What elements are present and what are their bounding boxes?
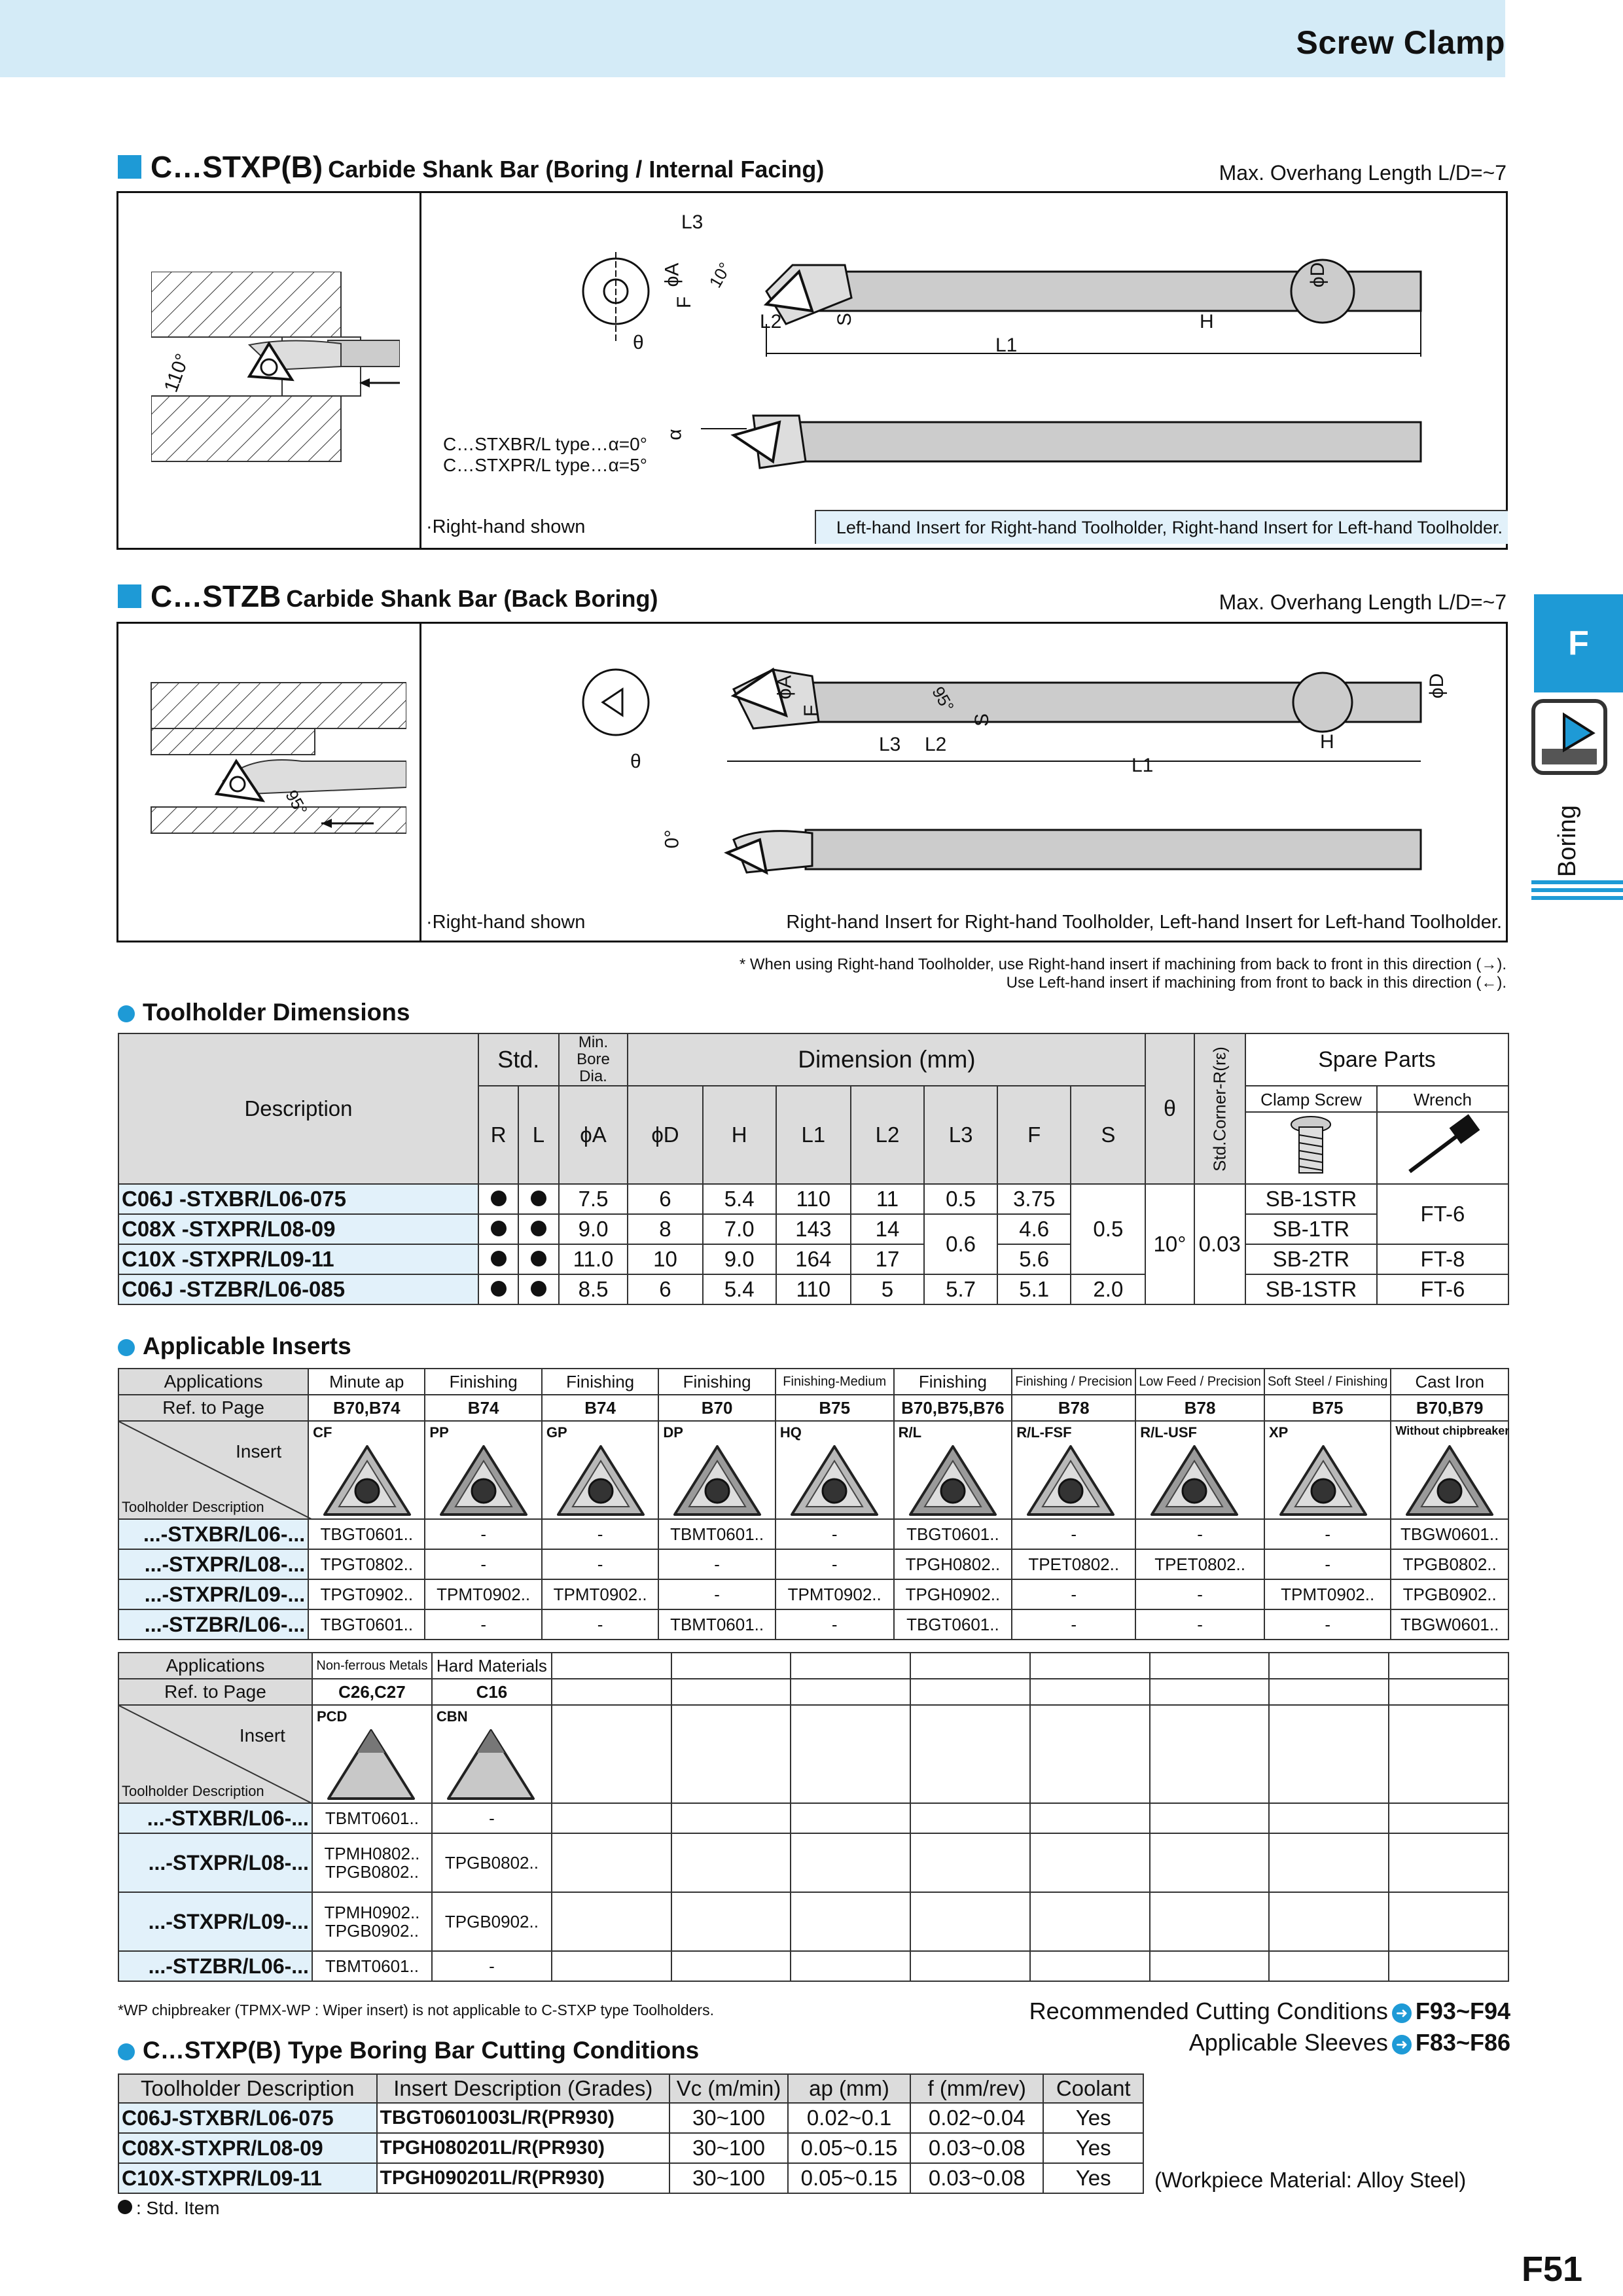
h-clamp: Clamp Screw	[1246, 1086, 1376, 1113]
dim2-L2: L2	[925, 734, 947, 755]
page-title: Screw Clamp	[1296, 24, 1505, 61]
insert-code-cell: TPET0802..	[1135, 1549, 1264, 1579]
insert-image-cell	[658, 1421, 775, 1519]
insert-code-cell	[910, 1951, 1030, 1981]
insert-code-cell	[1389, 1833, 1508, 1892]
bore-sketch-2	[145, 676, 406, 872]
section1-heading	[118, 149, 824, 185]
insert-code-cell	[1150, 1833, 1270, 1892]
dim-row-desc: C06J -STZBR/L06-085	[118, 1274, 478, 1304]
insert-code-cell	[1269, 1892, 1389, 1951]
dim-theta: θ	[633, 332, 644, 353]
cutting-value-cell: 30~100	[669, 2103, 788, 2133]
insert-code-cell: TBMT0601..	[658, 1609, 775, 1640]
application-cell: Hard Materials	[432, 1653, 552, 1679]
insert-code-cell: -	[1264, 1519, 1391, 1549]
section1-code: C…STXP(B)	[151, 150, 323, 184]
holder-desc-cell: ...-STXPR/L09-...	[118, 1579, 308, 1609]
insert-image-cell	[308, 1421, 425, 1519]
toolholder2-side-view	[577, 650, 1427, 768]
cutting-value-cell: Yes	[1043, 2163, 1143, 2193]
insert-note-1: Left-hand Insert for Right-hand Toolholder, Right-hand Insert for Left-hand Toolholder.	[815, 510, 1508, 544]
application-cell: Finishing	[425, 1369, 541, 1395]
application-cell	[1389, 1653, 1508, 1679]
cutting-value-cell: 0.05~0.15	[788, 2133, 910, 2163]
wrench-icon	[1403, 1113, 1482, 1178]
insert-code-cell: -	[425, 1519, 541, 1549]
application-cell: Cast Iron	[1391, 1369, 1508, 1395]
insert-code-cell: -	[776, 1609, 894, 1640]
h-phiA: ϕA	[559, 1086, 628, 1184]
insert-icon	[1145, 1441, 1243, 1520]
insert-code-cell	[552, 1803, 671, 1833]
ref-page-cell: B70,B75,B76	[894, 1395, 1012, 1421]
wp-note: *WP chipbreaker (TPMX-WP : Wiper insert) is not applicable to C-STXP type Toolholders.	[118, 2001, 714, 2018]
dim-phiA: ϕA	[661, 262, 683, 287]
insert-code-cell: TBMT0601..	[312, 1803, 432, 1833]
cutting-value-cell: Yes	[1043, 2133, 1143, 2163]
section1-subtitle: Carbide Shank Bar (Boring / Internal Facing)	[328, 156, 825, 183]
insert-code-cell: TPGT0902..	[308, 1579, 425, 1609]
cutting-header-cell: ap (mm)	[788, 2074, 910, 2103]
cutting-value-cell: Yes	[1043, 2103, 1143, 2133]
section1-overhang: Max. Overhang Length L/D=~7	[1219, 161, 1507, 185]
h-dimension: Dimension (mm)	[628, 1033, 1145, 1086]
angle-95-label-left: 95°	[281, 786, 312, 819]
dim-F: F	[673, 296, 696, 309]
chipbreaker-label: R/L-FSF	[1016, 1424, 1072, 1441]
cutting-value-cell: 30~100	[669, 2133, 788, 2163]
insert-icon	[435, 1441, 533, 1520]
insert-code-cell: -	[658, 1579, 775, 1609]
section1-drawing-box	[116, 191, 1508, 550]
insert-icon	[552, 1441, 650, 1520]
insert-code-cell: -	[1012, 1519, 1135, 1549]
std-L-bullet	[531, 1191, 546, 1206]
dim-L2: L2	[760, 311, 782, 332]
arrow-right-icon: ➜	[1392, 2003, 1412, 2023]
dim2-F: F	[800, 704, 823, 717]
insert-code-cell	[791, 1951, 910, 1981]
insert-image-cell	[1150, 1705, 1270, 1803]
insert-image-cell	[1030, 1705, 1150, 1803]
insert-code-cell: -	[542, 1519, 658, 1549]
application-cell	[1269, 1653, 1389, 1679]
insert-code-cell: TBGT0601..	[894, 1519, 1012, 1549]
cutting-value-cell: TPGH080201L/R(PR930)	[377, 2133, 669, 2163]
chipbreaker-label: CF	[313, 1424, 332, 1441]
insert-code-cell: TPGT0802..	[308, 1549, 425, 1579]
insert-code-cell: TPMH0802.. TPGB0802..	[312, 1833, 432, 1892]
cutting-value-cell: 0.02~0.04	[910, 2103, 1043, 2133]
insert-code-cell	[671, 1892, 791, 1951]
insert-image-cell	[432, 1705, 552, 1803]
h-spare: Spare Parts	[1245, 1033, 1508, 1086]
h-phiD: ϕD	[628, 1086, 702, 1184]
dim-S: S	[834, 312, 856, 327]
insert-code-cell: TBGW0601..	[1391, 1519, 1508, 1549]
insert-code-cell: -	[1264, 1549, 1391, 1579]
ref-page-cell	[910, 1679, 1030, 1705]
toolholder-dims-table: Description Std. Min. Bore Dia. Dimension (mm) θ Std.Corner-R(rε) Spare Parts R L ϕA ϕD H L1 L2 L3 F S Clamp Screw Wrench C06J -STXBR/L06-075 7.5 6 5.4 110 11 0.5 3.75 0.5 10° 0.03 SB-1STR FT-6 C08X -STXPR/L08-09 9.0 8 7.0 143 14 0.6 4.6 SB-1TR C10X -STXPR/L09-11 11.0 10 9.0 164 17 5.6 SB-2TR FT-8 C06J -STZBR/L06-085 8.5 6 5.4 110 5 5.7 5.1 2.0 SB-1STR FT-6	[118, 1033, 1509, 1305]
ref-page-cell: B74	[542, 1395, 658, 1421]
insert-image-cell	[910, 1705, 1030, 1803]
application-cell: Soft Steel / Finishing	[1264, 1369, 1391, 1395]
insert-code-cell: -	[542, 1609, 658, 1640]
insert-code-cell	[1389, 1951, 1508, 1981]
dim2-L3: L3	[879, 734, 901, 755]
type-note-2: C…STXPR/L type…α=5°	[443, 455, 647, 475]
cutting-holder-cell: C10X-STXPR/L09-11	[118, 2163, 377, 2193]
section2-drawing-box	[116, 622, 1508, 942]
toolholder1-top-view	[694, 403, 1427, 475]
h-L3: L3	[924, 1086, 997, 1184]
section2-heading	[118, 579, 658, 614]
insert-image-cell	[1269, 1705, 1389, 1803]
insert-code-cell	[1150, 1803, 1270, 1833]
chipbreaker-label: PCD	[316, 1708, 348, 1725]
insert-code-cell: TBMT0601..	[312, 1951, 432, 1981]
insert-icon	[785, 1441, 883, 1520]
h-H: H	[703, 1086, 776, 1184]
insert-code-cell: TPMH0902.. TPGB0902..	[312, 1892, 432, 1951]
ref-page-cell: B70,B79	[1391, 1395, 1508, 1421]
insert-code-cell: TPMT0902..	[425, 1579, 541, 1609]
insert-code-cell: TPMT0902..	[1264, 1579, 1391, 1609]
insert-icon	[1022, 1441, 1120, 1520]
insert-code-cell: TBGT0601..	[894, 1609, 1012, 1640]
std-R-bullet	[491, 1221, 507, 1236]
dim2-H: H	[1320, 731, 1334, 753]
h-F: F	[997, 1086, 1071, 1184]
insert-image-cell	[776, 1421, 894, 1519]
ref-page-cell: C26,C27	[312, 1679, 432, 1705]
insert-code-cell	[1389, 1803, 1508, 1833]
ref-page-cell	[1269, 1679, 1389, 1705]
ref-page-cell: B78	[1012, 1395, 1135, 1421]
insert-code-cell: -	[776, 1519, 894, 1549]
type-note-1: C…STXBR/L type…α=0°	[443, 434, 647, 454]
insert-code-cell: TPGH0902..	[894, 1579, 1012, 1609]
chipbreaker-label: PP	[429, 1424, 449, 1441]
cutting-value-cell: TBGT0601003L/R(PR930)	[377, 2103, 669, 2133]
insert-image-cell	[1391, 1421, 1508, 1519]
ref-page-cell: B75	[776, 1395, 894, 1421]
insert-code-cell: -	[1012, 1609, 1135, 1640]
application-cell	[910, 1653, 1030, 1679]
std-R-bullet	[491, 1191, 507, 1206]
insert-image-cell	[791, 1705, 910, 1803]
dim-row-desc: C10X -STXPR/L09-11	[118, 1244, 478, 1274]
chipbreaker-label: R/L	[898, 1424, 922, 1441]
insert-image-cell	[1135, 1421, 1264, 1519]
chipbreaker-label: DP	[663, 1424, 683, 1441]
footnote-line1: * When using Right-hand Toolholder, use Right-hand insert if machining from back to front in this direction (→).	[739, 956, 1507, 973]
h-R: R	[478, 1086, 518, 1184]
insert-code-cell: -	[1264, 1609, 1391, 1640]
dim2-L1: L1	[1132, 755, 1154, 776]
ref-page-cell	[552, 1679, 671, 1705]
ref-page-cell	[1389, 1679, 1508, 1705]
application-cell: Finishing / Precision	[1012, 1369, 1135, 1395]
holder-desc-cell: ...-STXPR/L08-...	[118, 1833, 312, 1892]
ref-page-cell: B78	[1135, 1395, 1264, 1421]
right-hand-shown-1: ·Right-hand shown	[426, 516, 586, 537]
dim-L1: L1	[995, 334, 1018, 356]
std-R-bullet	[491, 1281, 507, 1297]
insert-code-cell	[552, 1951, 671, 1981]
cutting-header-cell: Toolholder Description	[118, 2074, 377, 2103]
insert-image-cell	[894, 1421, 1012, 1519]
insert-code-cell: TPMT0902..	[542, 1579, 658, 1609]
cutting-value-cell: 0.03~0.08	[910, 2163, 1043, 2193]
cutting-header-cell: f (mm/rev)	[910, 2074, 1043, 2103]
recommended-link[interactable]: Recommended Cutting Conditions ➜ F93~F94	[1029, 1998, 1510, 2024]
dim-alpha: α	[664, 429, 686, 440]
inserts-table-2: Applications Non-ferrous Metals Hard Materials Ref. to Page C26,C27 C16 Insert Toolholder Description PCD CBN ...-STXBR/L06-... TBMT0601.. - ...-STXPR/L08-... TPMH0802.. TPGB0802.. TPGB0802.. ...-STXPR/L09-... TPMH0902.. TPGB0902.. TPGB0902.. ...-STZBR/L06-... TBMT0601.. -	[118, 1652, 1509, 1982]
ref-page-cell	[671, 1679, 791, 1705]
insert-code-cell	[791, 1803, 910, 1833]
insert-code-cell: -	[1135, 1579, 1264, 1609]
insert-code-cell: TPGB0802..	[1391, 1549, 1508, 1579]
insert-image-cell	[1264, 1421, 1391, 1519]
dim-L3: L3	[681, 211, 704, 233]
side-tab-stripes	[1531, 880, 1623, 904]
application-cell	[1150, 1653, 1270, 1679]
chipbreaker-label: HQ	[779, 1424, 802, 1441]
insert-code-cell: TPGB0902..	[432, 1892, 552, 1951]
holder-desc-cell: ...-STXBR/L06-...	[118, 1803, 312, 1833]
insert-code-cell	[1030, 1951, 1150, 1981]
side-tab-letter[interactable]: F	[1534, 594, 1623, 692]
insert-image-cell	[1389, 1705, 1508, 1803]
chipbreaker-label: Without chipbreaker	[1395, 1424, 1510, 1437]
ref-page-cell: B70,B74	[308, 1395, 425, 1421]
h-L: L	[518, 1086, 558, 1184]
h-minbore: Min. Bore Dia.	[559, 1033, 628, 1086]
footnote-line2: Use Left-hand insert if machining from front to back in this direction (←).	[1006, 974, 1507, 992]
insert-code-cell	[1269, 1833, 1389, 1892]
chipbreaker-label: R/L-USF	[1140, 1424, 1197, 1441]
insert-code-cell: -	[1135, 1609, 1264, 1640]
insert-code-cell	[552, 1892, 671, 1951]
insert-icon	[904, 1441, 1002, 1520]
dim2-phiA: ϕA	[774, 675, 796, 700]
ref-page-cell: B70	[658, 1395, 775, 1421]
dim2-S: S	[971, 713, 993, 727]
cutting-value-cell: TPGH090201L/R(PR930)	[377, 2163, 669, 2193]
page-number: F51	[1521, 2250, 1582, 2289]
insert-code-cell: -	[432, 1803, 552, 1833]
cutting-holder-cell: C06J-STXBR/L06-075	[118, 2103, 377, 2133]
insert-icon	[668, 1441, 766, 1520]
insert-icon	[1400, 1441, 1499, 1520]
std-bullet-icon	[118, 2200, 132, 2214]
insert-code-cell: TBMT0601..	[658, 1519, 775, 1549]
inserts-table: Applications Minute ap Finishing Finishing Finishing Finishing-Medium Finishing Finishing / Precision Low Feed / Precision Soft Steel / Finishing Cast Iron Ref. to Page B70,B74 B74 B74 B70 B75 B70,B75,B76 B78 B78 B75 B70,B79 Insert Toolholder Description CF PP GP DP HQ R/L R/L-FSF R/L-USF XP Without chipbreaker ...-STXBR/L06-... TBGT0601.. - - TBMT0601.. - TBGT0601.. - - - TBGW0601.. ...-STXPR/L08-... TPGT0802.. - - - - TPGH0802.. TPET0802.. TPET0802.. - TPGB0802.. ...-STXPR/L09-... TPGT0902.. TPMT0902.. TPMT0902.. - TPMT0902.. TPGH0902.. - - TPMT0902.. TPGB0902.. ...-STZBR/L06-... TBGT0601.. - - TBMT0601.. - TBGT0601.. - - - TBGW0601..	[118, 1368, 1509, 1640]
dim-row-desc: C08X -STXPR/L08-09	[118, 1214, 478, 1244]
dim2-angle0: 0°	[661, 829, 683, 849]
insert-code-cell: -	[432, 1951, 552, 1981]
insert-code-cell	[552, 1833, 671, 1892]
cutting-value-cell: 0.05~0.15	[788, 2163, 910, 2193]
cutting-header-cell: Coolant	[1043, 2074, 1143, 2103]
h-L1: L1	[776, 1086, 851, 1184]
cutting-holder-cell: C08X-STXPR/L08-09	[118, 2133, 377, 2163]
insert-code-cell	[1389, 1892, 1508, 1951]
application-cell: Minute ap	[308, 1369, 425, 1395]
arrow-right-icon: ➜	[1392, 2035, 1412, 2054]
insert-code-cell	[671, 1833, 791, 1892]
cutting-table	[118, 2073, 1144, 2194]
insert-code-cell	[1030, 1833, 1150, 1892]
footnote	[740, 956, 1507, 992]
std-L-bullet	[531, 1221, 546, 1236]
std-item-legend: : Std. Item	[118, 2198, 220, 2219]
insert-code-cell: -	[1135, 1519, 1264, 1549]
insert-image-cell	[425, 1421, 541, 1519]
chipbreaker-label: XP	[1268, 1424, 1289, 1441]
clamp-screw-icon	[1285, 1113, 1337, 1178]
holder-desc-cell: ...-STXBR/L06-...	[118, 1519, 308, 1549]
h-std: Std.	[478, 1033, 559, 1086]
insert-code-cell	[671, 1803, 791, 1833]
ref-page-cell: B75	[1264, 1395, 1391, 1421]
ref-page-cell	[791, 1679, 910, 1705]
holder-desc-cell: ...-STXPR/L09-...	[118, 1892, 312, 1951]
insert-code-cell	[1030, 1803, 1150, 1833]
chipbreaker-label: GP	[546, 1424, 567, 1441]
h-S: S	[1071, 1086, 1145, 1184]
insert-icon	[318, 1441, 416, 1520]
insert-image-cell	[552, 1705, 671, 1803]
cutting-header-cell: Insert Description (Grades)	[377, 2074, 669, 2103]
insert-image-cell	[312, 1705, 432, 1803]
insert-icon	[1274, 1441, 1372, 1520]
insert-code-cell	[1269, 1951, 1389, 1981]
insert-code-cell: TPGB0802..	[432, 1833, 552, 1892]
insert-code-cell	[1150, 1951, 1270, 1981]
dim-angle10: 10°	[705, 259, 736, 291]
h-corner: Std.Corner-R(rε)	[1209, 1046, 1230, 1172]
cutting-value-cell: 30~100	[669, 2163, 788, 2193]
insert-code-cell	[791, 1833, 910, 1892]
dim-phiD: ϕD	[1307, 262, 1329, 288]
insert-code-cell	[910, 1892, 1030, 1951]
dim-row-desc: C06J -STXBR/L06-075	[118, 1184, 478, 1214]
cutting-header-cell: Vc (m/min)	[669, 2074, 788, 2103]
insert-image-cell	[1012, 1421, 1135, 1519]
application-cell	[1030, 1653, 1150, 1679]
application-cell: Non-ferrous Metals	[312, 1653, 432, 1679]
insert-code-cell	[791, 1892, 910, 1951]
h-theta: θ	[1145, 1033, 1194, 1184]
insert-image-cell	[671, 1705, 791, 1803]
holder-desc-cell: ...-STXPR/L08-...	[118, 1549, 308, 1579]
insert-code-cell	[1150, 1892, 1270, 1951]
std-L-bullet	[531, 1251, 546, 1266]
insert-code-cell	[910, 1833, 1030, 1892]
insert-code-cell: TPMT0902..	[776, 1579, 894, 1609]
insert-code-cell: TBGT0601..	[308, 1609, 425, 1640]
application-cell: Low Feed / Precision	[1135, 1369, 1264, 1395]
insert-code-cell	[1269, 1803, 1389, 1833]
insert-code-cell: -	[1012, 1579, 1135, 1609]
insert-code-cell: -	[425, 1609, 541, 1640]
std-L-bullet	[531, 1281, 546, 1297]
insert-code-cell: TBGT0601..	[308, 1519, 425, 1549]
sleeves-link[interactable]: Applicable Sleeves ➜ F83~F86	[1188, 2029, 1510, 2056]
insert-code-cell	[910, 1803, 1030, 1833]
application-cell: Finishing	[542, 1369, 658, 1395]
insert-code-cell: TPET0802..	[1012, 1549, 1135, 1579]
dim2-theta: θ	[630, 751, 641, 772]
page-header-bar	[0, 0, 1505, 77]
insert-tip-icon	[442, 1725, 540, 1804]
section2-overhang: Max. Overhang Length L/D=~7	[1219, 590, 1507, 614]
h-L2: L2	[851, 1086, 924, 1184]
dim2-angle95: 95°	[928, 683, 958, 715]
insert-note-2: Right-hand Insert for Right-hand Toolholder, Left-hand Insert for Left-hand Toolholder.	[786, 912, 1502, 933]
application-cell: Finishing	[894, 1369, 1012, 1395]
boring-icon	[1531, 699, 1607, 775]
ref-page-cell	[1030, 1679, 1150, 1705]
holder-desc-cell: ...-STZBR/L06-...	[118, 1951, 312, 1981]
ref-page-cell	[1150, 1679, 1270, 1705]
application-cell	[671, 1653, 791, 1679]
insert-tip-icon	[322, 1725, 420, 1804]
application-cell: Finishing-Medium	[776, 1369, 894, 1395]
cutting-value-cell: 0.02~0.1	[788, 2103, 910, 2133]
insert-code-cell	[1030, 1892, 1150, 1951]
dim2-phiD: ϕD	[1426, 673, 1448, 699]
insert-code-cell: TBGW0601..	[1391, 1609, 1508, 1640]
application-cell	[552, 1653, 671, 1679]
h-description: Description	[118, 1033, 478, 1184]
toolholder-dims-heading: Toolholder Dimensions	[118, 999, 410, 1026]
cutting-value-cell: 0.03~0.08	[910, 2133, 1043, 2163]
ref-page-cell: B74	[425, 1395, 541, 1421]
side-tab-label: Boring	[1554, 805, 1581, 877]
section2-subtitle: Carbide Shank Bar (Back Boring)	[286, 585, 658, 612]
ref-page-cell: C16	[432, 1679, 552, 1705]
insert-code-cell: -	[425, 1549, 541, 1579]
std-R-bullet	[491, 1251, 507, 1266]
application-cell: Finishing	[658, 1369, 775, 1395]
inserts-heading: Applicable Inserts	[118, 1333, 351, 1360]
chipbreaker-label: CBN	[436, 1708, 468, 1725]
dim-H: H	[1200, 311, 1214, 332]
insert-code-cell: -	[776, 1549, 894, 1579]
application-cell	[791, 1653, 910, 1679]
h-wrench: Wrench	[1378, 1086, 1508, 1113]
cutting-heading: C…STXP(B) Type Boring Bar Cutting Conditions	[118, 2037, 699, 2064]
right-hand-shown-2: ·Right-hand shown	[426, 912, 586, 933]
insert-code-cell: TPGB0902..	[1391, 1579, 1508, 1609]
insert-image-cell	[542, 1421, 658, 1519]
holder-desc-cell: ...-STZBR/L06-...	[118, 1609, 308, 1640]
workpiece-material: (Workpiece Material: Alloy Steel)	[1154, 2168, 1467, 2192]
insert-code-cell: -	[658, 1549, 775, 1579]
section2-code: C…STZB	[151, 579, 281, 613]
insert-code-cell	[671, 1951, 791, 1981]
angle-110-label: 110°	[160, 351, 194, 395]
toolholder2-top-view	[707, 814, 1427, 886]
insert-code-cell: -	[542, 1549, 658, 1579]
insert-code-cell: TPGH0802..	[894, 1549, 1012, 1579]
